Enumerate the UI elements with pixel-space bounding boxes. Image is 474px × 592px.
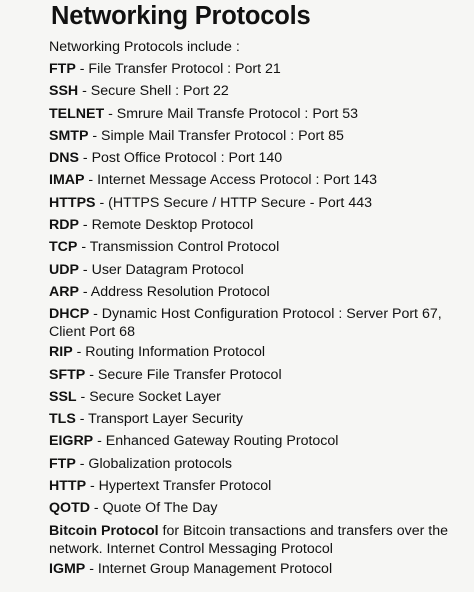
protocol-abbr: SSL (49, 388, 77, 405)
protocol-item (49, 432, 464, 450)
protocol-desc: - (HTTPS Secure / HTTP Secure - Port 443 (95, 194, 372, 211)
protocol-desc: - User Datagram Protocol (78, 261, 244, 278)
protocol-abbr: DHCP (49, 306, 90, 323)
protocol-abbr: FTP (49, 61, 76, 77)
protocol-desc: - Transport Layer Security (75, 411, 243, 428)
protocol-item (49, 283, 464, 301)
protocol-item (49, 366, 464, 384)
protocol-desc: - Simple Mail Transfer Protocol : Port 85 (88, 127, 344, 144)
protocol-desc: - Globalization protocols (75, 455, 232, 472)
protocol-item (49, 238, 464, 256)
page-title: Networking Protocols (51, 2, 311, 30)
protocol-desc: - Dynamic Host Configuration Protocol : Server Port 67, Client Port 68 (49, 306, 442, 341)
protocol-item (49, 388, 464, 406)
protocol-item (49, 127, 464, 145)
protocol-desc: - Internet Message Access Protocol : Port 143 (84, 172, 378, 189)
protocol-item (49, 60, 464, 78)
protocol-item (49, 194, 464, 212)
protocol-desc: - Smrure Mail Transfe Protocol : Port 53 (104, 105, 359, 122)
protocol-desc: - Address Resolution Protocol (78, 283, 270, 300)
protocol-item (49, 522, 464, 558)
protocol-item (49, 477, 464, 495)
protocol-desc: - Transmission Control Protocol (77, 239, 280, 256)
protocol-desc: - Enhanced Gateway Routing Protocol (93, 433, 339, 450)
protocol-desc: - Hypertext Transfer Protocol (86, 478, 272, 495)
protocol-abbr: UDP (49, 261, 79, 278)
protocol-abbr: RIP (49, 344, 73, 361)
protocol-item (49, 105, 464, 123)
protocol-abbr: HTTP (49, 478, 87, 495)
protocol-item (49, 149, 464, 167)
protocol-abbr: TCP (49, 239, 78, 256)
protocol-desc: - Remote Desktop Protocol (78, 217, 254, 234)
protocol-desc: - File Transfer Protocol : Port 21 (75, 61, 281, 77)
protocol-list (49, 60, 464, 578)
intro-text: Networking Protocols include : (49, 39, 240, 55)
protocol-item (49, 560, 464, 578)
protocol-desc: - Secure Socket Layer (76, 388, 221, 405)
protocol-abbr: SFTP (49, 366, 86, 383)
protocol-desc: - Post Office Protocol : Port 140 (78, 150, 283, 167)
protocol-item (49, 216, 464, 234)
protocol-abbr: RDP (49, 217, 79, 234)
protocol-abbr: QOTD (49, 500, 90, 517)
protocol-desc: - Secure Shell : Port 22 (78, 83, 229, 100)
protocol-abbr: TLS (49, 411, 76, 428)
protocol-item (49, 261, 464, 279)
protocol-abbr: Bitcoin Protocol (49, 522, 159, 539)
protocol-item (49, 343, 464, 361)
protocol-item (49, 499, 464, 517)
protocol-abbr: ARP (49, 283, 79, 300)
protocol-desc: - Secure File Transfer Protocol (85, 366, 282, 383)
protocol-abbr: TELNET (49, 105, 105, 122)
protocol-desc: - Routing Information Protocol (72, 344, 266, 361)
protocol-abbr: HTTPS (49, 194, 96, 211)
protocol-item (49, 82, 464, 100)
protocol-abbr: DNS (49, 150, 79, 167)
protocol-abbr: SSH (49, 83, 79, 100)
protocol-abbr: SMTP (49, 127, 89, 144)
protocol-item (49, 410, 464, 428)
protocol-desc: - Internet Group Management Protocol (85, 560, 333, 577)
protocol-desc: - Quote Of The Day (89, 500, 218, 517)
protocol-item (49, 171, 464, 189)
protocol-abbr: IMAP (49, 172, 85, 189)
protocol-abbr: FTP (49, 455, 76, 472)
protocol-abbr: IGMP (49, 560, 86, 577)
protocol-abbr: EIGRP (49, 433, 94, 450)
protocol-desc: for Bitcoin transactions and transfers over the network. Internet Control Messaging Protocol (49, 522, 448, 557)
protocol-item (49, 455, 464, 473)
protocol-item (49, 305, 464, 341)
